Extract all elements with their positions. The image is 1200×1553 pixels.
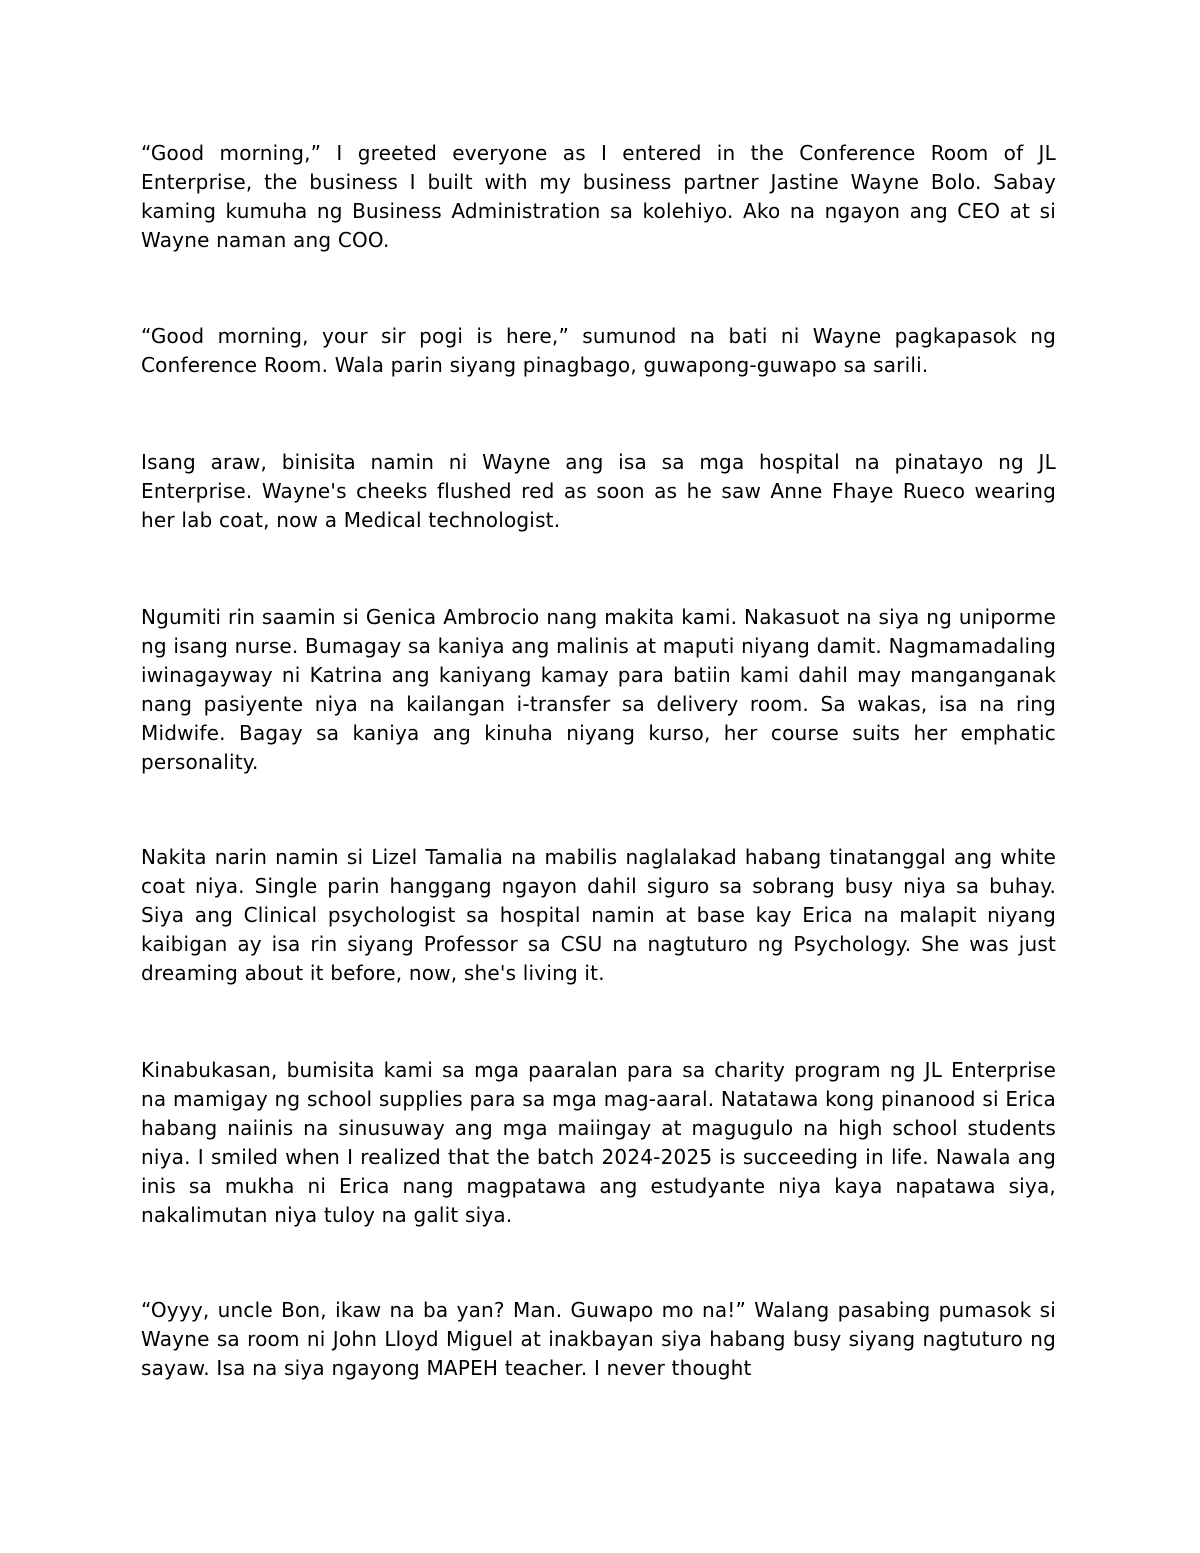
paragraph-6: Kinabukasan, bumisita kami sa mga paaralan para sa charity program ng JL Enterprise na mamigay ng school supplies para sa mga mag-aaral. Natatawa kong pinanood si Erica habang naiinis na sinusuway ang mga maiingay at magugulo na high school students niya. I smiled when I realized that the batch 2024-2025 is succeeding in life. Nawala ang inis sa mukha ni Erica nang magpatawa ang estudyante niya kaya napatawa siya, nakalimutan niya tuloy na galit siya.: [141, 1058, 1056, 1227]
paragraph-7: “Oyyy, uncle Bon, ikaw na ba yan? Man. Guwapo mo na!” Walang pasabing pumasok si Wayne sa room ni John Lloyd Miguel at inakbayan siya habang busy siyang nagtuturo ng sayaw. Isa na siya ngayong MAPEH teacher. I never thought: [141, 1298, 1056, 1380]
paragraph-1: “Good morning,” I greeted everyone as I entered in the Conference Room of JL Enterprise, the business I built with my business partner Jastine Wayne Bolo. Sabay kaming kumuha ng Business Administration sa kolehiyo. Ako na ngayon ang CEO at si Wayne naman ang COO.: [141, 141, 1056, 252]
paragraph-4: Ngumiti rin saamin si Genica Ambrocio nang makita kami. Nakasuot na siya ng uniporme ng isang nurse. Bumagay sa kaniya ang malinis at maputi niyang damit. Nagmamadaling iwinagayway ni Katrina ang kaniyang kamay para batiin kami dahil may manganganak nang pasiyente niya na kailangan i-transfer sa delivery room. Sa wakas, isa na ring Midwife. Bagay sa kaniya ang kinuha niyang kurso, her course suits her emphatic personality.: [141, 605, 1056, 774]
paragraph-3: Isang araw, binisita namin ni Wayne ang isa sa mga hospital na pinatayo ng JL Enterprise. Wayne's cheeks flushed red as soon as he saw Anne Fhaye Rueco wearing her lab coat, now a Medical technologist.: [141, 450, 1056, 532]
paragraph-5: Nakita narin namin si Lizel Tamalia na mabilis naglalakad habang tinatanggal ang white coat niya. Single parin hanggang ngayon dahil siguro sa sobrang busy niya sa buhay. Siya ang Clinical psychologist sa hospital namin at base kay Erica na malapit niyang kaibigan ay isa rin siyang Professor sa CSU na nagtuturo ng Psychology. She was just dreaming about it before, now, she's living it.: [141, 845, 1056, 985]
paragraph-2: “Good morning, your sir pogi is here,” sumunod na bati ni Wayne pagkapasok ng Conference Room. Wala parin siyang pinagbago, guwapong-guwapo sa sarili.: [141, 324, 1056, 377]
